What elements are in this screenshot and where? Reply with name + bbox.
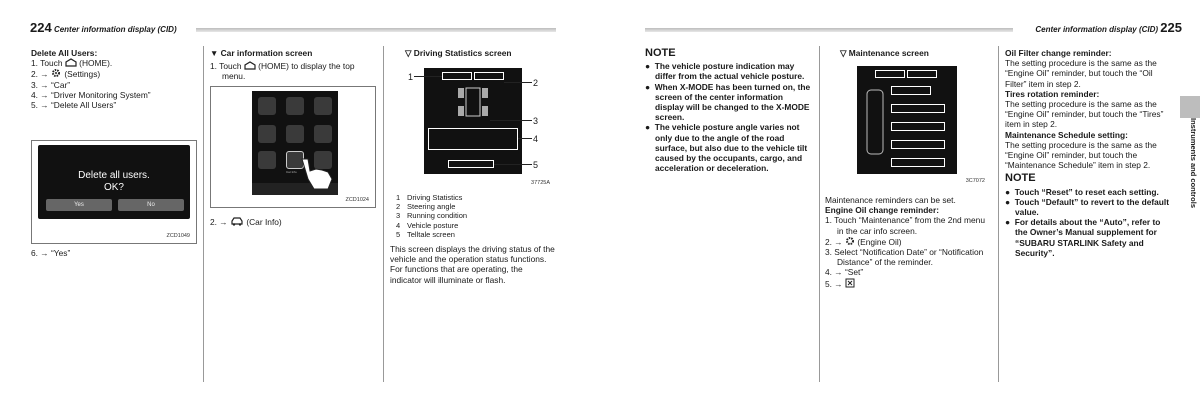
note-bullet: ● Touch “Reset” to reset each setting. xyxy=(1005,186,1159,197)
left-header-title: Center information display (CID) xyxy=(53,25,177,34)
section-heading: ▼ Car information screen xyxy=(210,48,313,58)
callout-3: 3 xyxy=(533,116,539,126)
driving-stats-screen xyxy=(424,68,522,174)
section-heading: ▽ Driving Statistics screen xyxy=(405,48,512,58)
column-divider xyxy=(383,46,384,382)
engine-oil-icon xyxy=(845,236,855,246)
oil-filter-heading: Oil Filter change reminder: xyxy=(1005,48,1112,58)
vehicle-posture-panel xyxy=(428,128,518,150)
legend-item: 1 Driving Statistics xyxy=(396,193,463,202)
schedule-heading: Maintenance Schedule setting: xyxy=(1005,129,1128,140)
step-1: 1. Touch “Maintenance” from the 2nd menu in the car info screen. xyxy=(825,215,985,236)
no-button[interactable]: No xyxy=(118,199,184,211)
right-page-number: 225 xyxy=(1160,20,1182,35)
chapter-tab xyxy=(1180,96,1200,118)
callout-4: 4 xyxy=(533,134,539,144)
step-3: 3. → “Car” xyxy=(31,79,71,90)
step-4: 4. → “Set” xyxy=(825,267,864,278)
right-header-title: Center information display (CID) xyxy=(1035,25,1159,34)
settings-gear-icon xyxy=(51,68,62,78)
chassis-diagram xyxy=(452,84,494,120)
callout-line xyxy=(518,138,532,139)
section-heading: Delete All Users: xyxy=(31,48,98,58)
maintenance-figure xyxy=(825,64,991,188)
home-menu-figure xyxy=(210,86,376,208)
step-1: 1. Touch (HOME). xyxy=(31,58,113,69)
note-section xyxy=(645,48,811,173)
right-page-header xyxy=(1035,20,1182,34)
left-page-header xyxy=(30,20,177,34)
maintenance-section xyxy=(825,48,991,58)
home-menu-screen xyxy=(252,91,338,195)
note-bullet: ● Touch “Default” to revert to the default value. xyxy=(1005,196,1170,218)
legend-item: 2 Steering angle xyxy=(396,202,456,212)
home-icon xyxy=(65,58,77,67)
maintenance-intro: Maintenance reminders can be set. xyxy=(825,195,956,205)
step-6: 6. → “Yes” xyxy=(31,248,71,258)
maintenance-text xyxy=(825,195,991,289)
maintenance-screen xyxy=(857,66,957,174)
driving-stats-figure xyxy=(390,66,556,190)
column-divider xyxy=(819,46,820,382)
callout-2: 2 xyxy=(533,78,539,88)
note-bullet: ● The vehicle posture angle varies not only due to the angle of the road surface, but also due to the vehicle tilt caused by the occupants, cargo, and acceleration or deceleration. xyxy=(645,122,808,174)
note-heading: NOTE xyxy=(645,47,676,59)
reminders-section xyxy=(1005,48,1171,258)
legend-item: 4 Vehicle posture xyxy=(396,220,459,230)
menu-icon[interactable] xyxy=(286,125,304,143)
maintenance-tab[interactable] xyxy=(907,70,937,78)
menu-icon[interactable] xyxy=(286,97,304,115)
step-5: 5. → “Delete All Users” xyxy=(31,100,117,111)
callout-line xyxy=(490,120,532,121)
touching-hand-icon xyxy=(300,157,336,191)
menu-icon[interactable] xyxy=(258,97,276,115)
menu-icon[interactable] xyxy=(258,151,276,169)
step-1: 1. Touch (HOME) to display the top menu. xyxy=(210,61,355,82)
oil-filter-item[interactable] xyxy=(891,104,945,113)
home-icon xyxy=(244,61,256,70)
driving-stats-tab[interactable] xyxy=(442,72,472,80)
step-2: 2. → (Car Info) xyxy=(210,217,282,227)
menu-icon[interactable] xyxy=(314,125,332,143)
callout-legend xyxy=(390,193,556,239)
schedule-text: The setting procedure is the same as the “Engine Oil” reminder, but touch the “Maintenance Schedule” item in step 2. xyxy=(1005,139,1157,171)
delete-users-figure xyxy=(31,140,197,244)
section-heading: ▽ Maintenance screen xyxy=(840,48,929,58)
legend-item: 5 Telltale screen xyxy=(396,229,455,239)
right-header-bar xyxy=(645,28,1013,32)
figure-code: ZCD1049 xyxy=(166,233,190,239)
figure-code: 37725A xyxy=(531,180,550,186)
schedule-item[interactable] xyxy=(891,140,945,149)
left-header-bar xyxy=(196,28,556,32)
tires-heading: Tires rotation reminder: xyxy=(1005,88,1100,99)
note-heading: NOTE xyxy=(1005,172,1036,185)
car-info-section xyxy=(210,48,376,82)
driving-stats-description: This screen displays the driving status of the vehicle and the operation status functions. For functions that are operating, the indicator will illuminate or flash. xyxy=(390,244,555,285)
callout-5: 5 xyxy=(533,160,539,170)
callout-line xyxy=(504,82,532,83)
driving-stats-section xyxy=(390,48,556,58)
step-5: 5. → xyxy=(825,278,991,289)
column-divider xyxy=(998,46,999,382)
left-page-number: 224 xyxy=(30,20,52,35)
step-3: 3. Select “Notification Date” or “Notification Distance” of the reminder. xyxy=(825,247,984,268)
engine-oil-item[interactable] xyxy=(891,86,931,95)
vehicle-topview-icon xyxy=(863,84,887,164)
figure-code: 3C7072 xyxy=(965,178,985,184)
oil-filter-text: The setting procedure is the same as the “Engine Oil” reminder, but touch the “Oil Filter” item in step 2. xyxy=(1005,58,1157,89)
menu-icon[interactable] xyxy=(314,97,332,115)
note-bullet: ● For details about the “Auto”, refer to the Owner’s Manual supplement for “SUBARU STARLINK Safety and Security”. xyxy=(1005,217,1161,258)
dialog-screen xyxy=(38,145,190,219)
callout-1: 1 xyxy=(408,72,414,82)
menu-icon[interactable] xyxy=(258,125,276,143)
figure-code: ZCD1024 xyxy=(345,197,369,203)
driving-stats-tab[interactable] xyxy=(875,70,905,78)
callout-line xyxy=(494,164,532,165)
back-icon xyxy=(845,278,855,288)
engine-oil-heading: Engine Oil change reminder: xyxy=(825,205,940,216)
car-info-label: Car Info xyxy=(286,170,297,174)
tires-item[interactable] xyxy=(891,122,945,131)
chapter-label: Instruments and controls xyxy=(1189,118,1198,209)
telltale-panel xyxy=(448,160,494,168)
note-bullet: ● When X-MODE has been turned on, the screen of the center information display will be changed to the X-MODE screen. xyxy=(645,81,811,123)
callout-line xyxy=(414,76,442,77)
reset-item[interactable] xyxy=(891,158,945,167)
step-4: 4. → “Driver Monitoring System” xyxy=(31,89,151,100)
maintenance-tab[interactable] xyxy=(474,72,504,80)
step-2: 2. → (Settings) xyxy=(31,69,101,80)
legend-item: 3 Running condition xyxy=(396,211,468,221)
step-2: 2. → (Engine Oil) xyxy=(825,236,902,247)
note-bullet: ● The vehicle posture indication may differ from the actual vehicle posture. xyxy=(645,61,805,82)
tires-text: The setting procedure is the same as the “Engine Oil” reminder, but touch the “Tires” item in step 2. xyxy=(1005,99,1164,130)
delete-users-section xyxy=(31,48,196,110)
yes-button[interactable]: Yes xyxy=(46,199,112,211)
car-info-icon xyxy=(230,217,244,226)
column-divider xyxy=(203,46,204,382)
dialog-message: Delete all users. OK? xyxy=(78,170,150,193)
